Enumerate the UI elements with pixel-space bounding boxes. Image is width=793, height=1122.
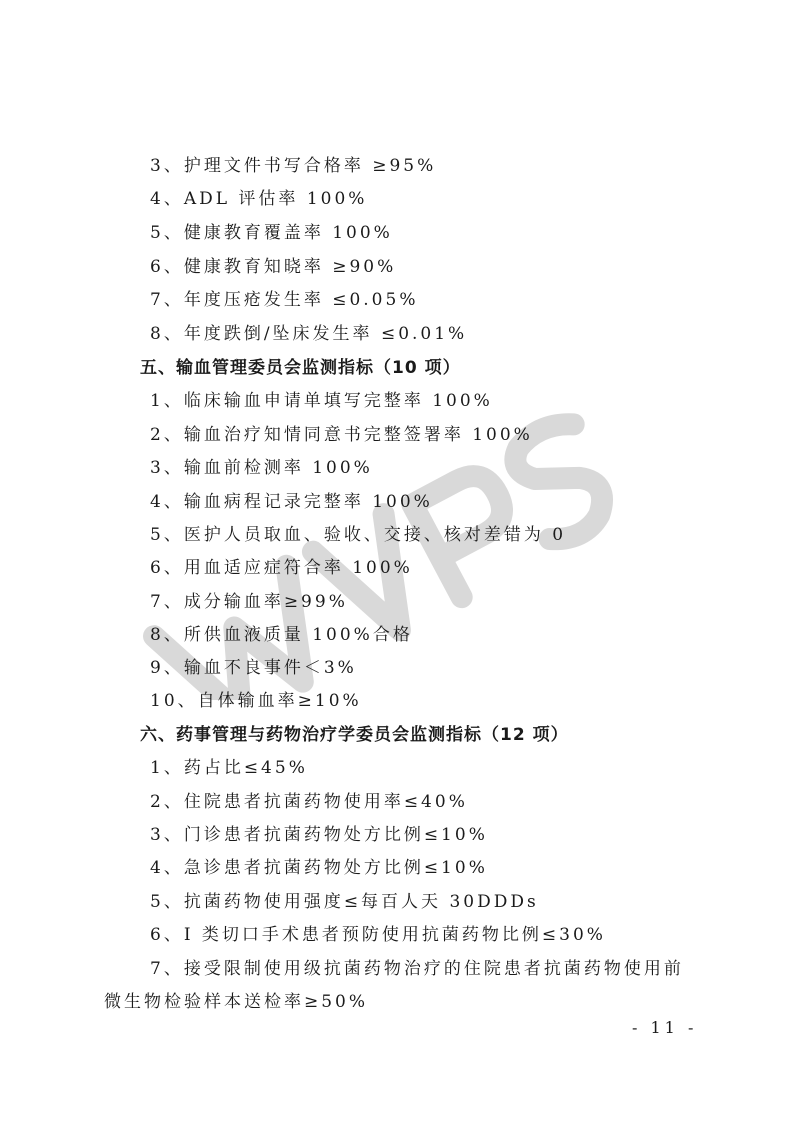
list-item: 3、护理文件书写合格率 ≥95% — [150, 156, 437, 176]
page-number: - 11 - — [632, 1018, 698, 1037]
list-item: 2、住院患者抗菌药物使用率≤40% — [150, 792, 468, 812]
list-item: 6、I 类切口手术患者预防使用抗菌药物比例≤30% — [150, 925, 606, 945]
list-item: 4、输血病程记录完整率 100% — [150, 492, 433, 512]
list-item: 1、药占比≤45% — [150, 758, 308, 778]
list-item: 6、健康教育知晓率 ≥90% — [150, 257, 397, 277]
list-item: 7、年度压疮发生率 ≤0.05% — [150, 290, 419, 310]
list-item: 2、输血治疗知情同意书完整签署率 100% — [150, 425, 533, 445]
list-item: 5、抗菌药物使用强度≤每百人天 30DDDs — [150, 892, 539, 912]
list-item-continuation: 微生物检验样本送检率≥50% — [104, 992, 369, 1012]
list-item: 7、接受限制使用级抗菌药物治疗的住院患者抗菌药物使用前 — [150, 959, 684, 979]
list-item: 5、医护人员取血、验收、交接、核对差错为 0 — [150, 525, 567, 545]
section-heading-transfusion: 五、输血管理委员会监测指标（10 项） — [140, 358, 461, 378]
list-item: 9、输血不良事件＜3% — [150, 658, 357, 678]
list-item: 8、年度跌倒/坠床发生率 ≤0.01% — [150, 324, 468, 344]
list-item: 1、临床输血申请单填写完整率 100% — [150, 391, 493, 411]
list-item: 10、自体输血率≥10% — [150, 691, 362, 711]
list-item: 5、健康教育覆盖率 100% — [150, 223, 393, 243]
list-item: 6、用血适应症符合率 100% — [150, 558, 413, 578]
list-item: 3、输血前检测率 100% — [150, 458, 373, 478]
list-item: 8、所供血液质量 100%合格 — [150, 625, 413, 645]
list-item: 4、急诊患者抗菌药物处方比例≤10% — [150, 858, 488, 878]
section-heading-pharmacy: 六、药事管理与药物治疗学委员会监测指标（12 项） — [140, 725, 569, 745]
list-item: 3、门诊患者抗菌药物处方比例≤10% — [150, 825, 488, 845]
list-item: 7、成分输血率≥99% — [150, 592, 348, 612]
list-item: 4、ADL 评估率 100% — [150, 189, 368, 209]
